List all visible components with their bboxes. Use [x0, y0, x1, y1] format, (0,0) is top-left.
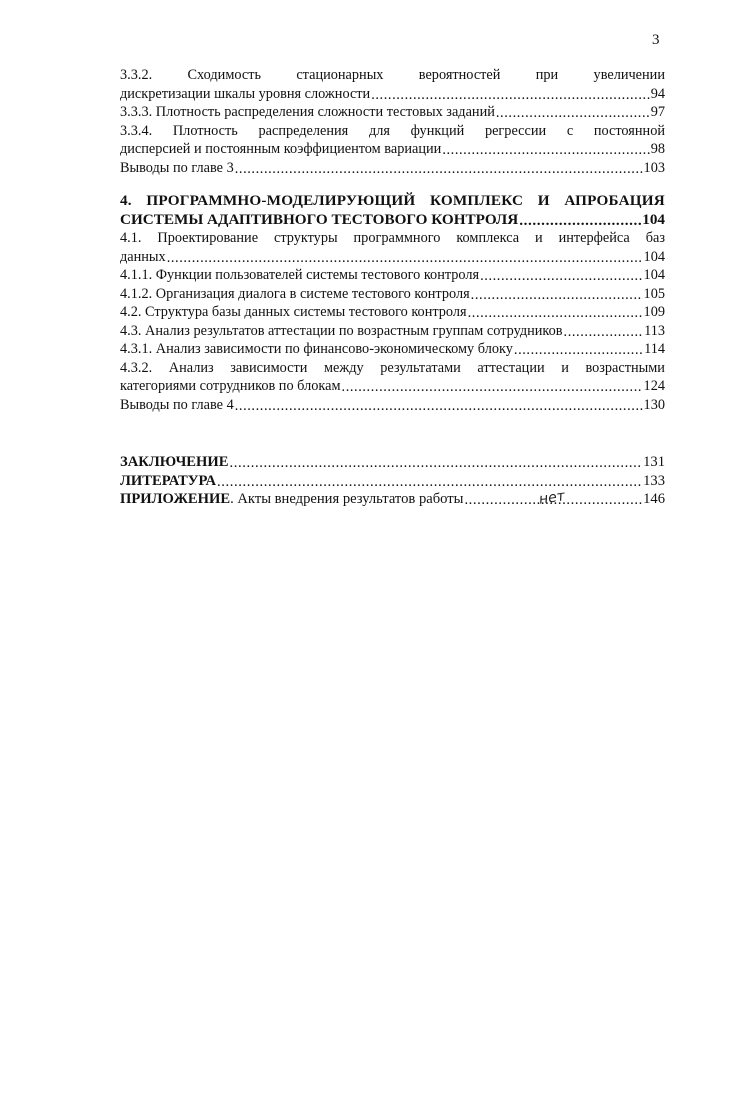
entry-word: Плотность	[172, 122, 238, 139]
toc-entry-title: 4.2. Структура базы данных системы тестового контроля	[120, 304, 467, 320]
toc-entry-title: дискретизации шкалы уровня сложности	[120, 85, 371, 102]
toc-chapter-4	[120, 192, 665, 229]
handwritten-note: нет	[538, 488, 566, 508]
toc-entry-4-3-1	[120, 340, 665, 359]
entry-word: 3.3.4.	[120, 122, 153, 139]
entry-word: постоянной	[593, 122, 665, 139]
dot-leader	[519, 212, 641, 227]
toc-entry-title: Выводы по главе 3	[120, 159, 234, 176]
entry-word: регрессии	[484, 122, 547, 139]
entry-word: АПРОБАЦИЯ	[564, 192, 665, 209]
toc-entry-4-1-2	[120, 285, 665, 304]
entry-word: для	[368, 122, 390, 139]
entry-word: ПРОГРАММНО-МОДЕЛИРУЮЩИЙ	[146, 192, 416, 209]
toc-entry-title: ЗАКЛЮЧЕНИЕ	[120, 454, 229, 470]
toc-entry-page: 130	[643, 396, 665, 413]
entry-word: результатами	[380, 359, 461, 376]
dot-leader	[468, 304, 643, 318]
toc-entry-page: 113	[644, 322, 665, 339]
dot-leader	[471, 286, 643, 300]
toc-entry-page: 98	[650, 141, 665, 157]
toc-entry-subtitle: . Акты внедрения результатов работы	[230, 491, 464, 507]
toc-entry-page: 104	[642, 210, 665, 228]
entry-word: интерфейса	[558, 230, 630, 246]
toc-entry-page: 103	[643, 159, 665, 176]
entry-word: Анализ	[168, 359, 214, 376]
toc-entry-title: дисперсией и постоянным коэффициентом вариации	[120, 141, 442, 157]
toc-entry-page: 104	[643, 248, 665, 265]
toc-entry-line1	[120, 122, 665, 141]
entry-word: комплекса	[456, 230, 520, 246]
dot-leader	[229, 454, 642, 469]
entry-word: распределения	[258, 122, 349, 139]
entry-word: стационарных	[296, 67, 384, 83]
toc-entry-page: 146	[643, 491, 665, 507]
toc-entry-title: Выводы по главе 4	[120, 396, 234, 413]
toc-entry-4-1	[120, 229, 665, 266]
toc-entry-title: данных	[120, 248, 166, 265]
entry-word: функций	[410, 122, 465, 139]
toc-entry-4-3	[120, 322, 665, 341]
entry-word: И	[537, 192, 550, 209]
entry-word: структуры	[273, 230, 338, 246]
toc-entry-conclusions-4	[120, 396, 665, 415]
entry-word: зависимости	[230, 359, 308, 376]
toc-entry-title: СИСТЕМЫ АДАПТИВНОГО ТЕСТОВОГО КОНТРОЛЯ	[120, 210, 519, 228]
entry-word: Проектирование	[157, 230, 259, 246]
toc-entry-3-3-2	[120, 66, 665, 103]
entry-word: 3.3.2.	[120, 67, 153, 83]
entry-word: возрастными	[585, 359, 665, 376]
entry-word: программного	[353, 230, 441, 246]
toc-final-sections	[120, 453, 665, 509]
entry-word: с	[566, 122, 574, 139]
toc-entry-title: ЛИТЕРАТУРА	[120, 472, 217, 489]
entry-word: увеличении	[593, 67, 665, 83]
dot-leader	[371, 86, 650, 100]
toc-entry-title: 3.3.3. Плотность распределения сложности тестовых заданий	[120, 104, 495, 120]
toc-entry-4-2	[120, 303, 665, 322]
entry-word: между	[324, 359, 364, 376]
dot-leader	[442, 141, 649, 155]
entry-word: аттестации	[477, 359, 545, 376]
dot-leader	[235, 160, 643, 174]
page-number: 3	[652, 32, 660, 48]
toc-entry-page: 133	[643, 472, 665, 489]
toc-entry-page: 105	[643, 285, 665, 302]
toc-entry-title: категориями сотрудников по блокам	[120, 378, 341, 394]
toc-entry-appendix	[120, 490, 665, 509]
entry-word: при	[535, 67, 559, 83]
table-of-contents	[120, 66, 665, 509]
entry-word: 4.1.	[120, 230, 142, 246]
toc-entry-page: 94	[650, 85, 665, 102]
dot-leader	[167, 249, 643, 263]
entry-word: и	[535, 230, 543, 246]
toc-entry-title: 4.3.1. Анализ зависимости по финансово-экономическому блоку	[120, 341, 513, 357]
entry-word: баз	[645, 230, 665, 246]
dot-leader	[480, 267, 642, 281]
toc-entry-title: 4.1.1. Функции пользователей системы тестового контроля	[120, 267, 480, 283]
dot-leader	[514, 341, 643, 355]
dot-leader	[496, 104, 650, 118]
toc-entry-title: 4.1.2. Организация диалога в системе тестового контроля	[120, 285, 470, 302]
entry-word: Сходимость	[187, 67, 261, 83]
toc-entry-conclusion	[120, 453, 665, 472]
dot-leader	[342, 378, 643, 392]
toc-entry-4-1-1	[120, 266, 665, 285]
toc-entry-line1	[120, 229, 665, 248]
entry-word: 4.	[120, 192, 132, 209]
toc-entry-page: 124	[643, 378, 665, 394]
entry-word: вероятностей	[418, 67, 501, 83]
dot-leader	[564, 323, 644, 337]
toc-entry-page: 114	[644, 341, 665, 357]
entry-word: 4.3.2.	[120, 359, 153, 376]
toc-entry-3-3-4	[120, 122, 665, 159]
toc-entry-page: 109	[643, 304, 665, 320]
entry-word: и	[561, 359, 569, 376]
toc-entry-line1	[120, 192, 665, 211]
dot-leader	[235, 397, 643, 411]
toc-entry-page: 97	[650, 104, 665, 120]
toc-entry-line1	[120, 359, 665, 378]
toc-entry-3-3-3	[120, 103, 665, 122]
toc-entry-literature	[120, 472, 665, 491]
toc-entry-page: 131	[643, 454, 665, 470]
toc-entry-4-3-2	[120, 359, 665, 396]
toc-entry-page: 104	[643, 267, 665, 283]
toc-entry-title: ПРИЛОЖЕНИЕ	[120, 491, 231, 507]
toc-entry-line1	[120, 66, 665, 85]
dot-leader	[217, 473, 642, 488]
entry-word: КОМПЛЕКС	[429, 192, 524, 209]
toc-entry-conclusions-3	[120, 159, 665, 178]
section-gap	[120, 414, 665, 453]
toc-entry-title: 4.3. Анализ результатов аттестации по возрастным группам сотрудников	[120, 322, 563, 339]
